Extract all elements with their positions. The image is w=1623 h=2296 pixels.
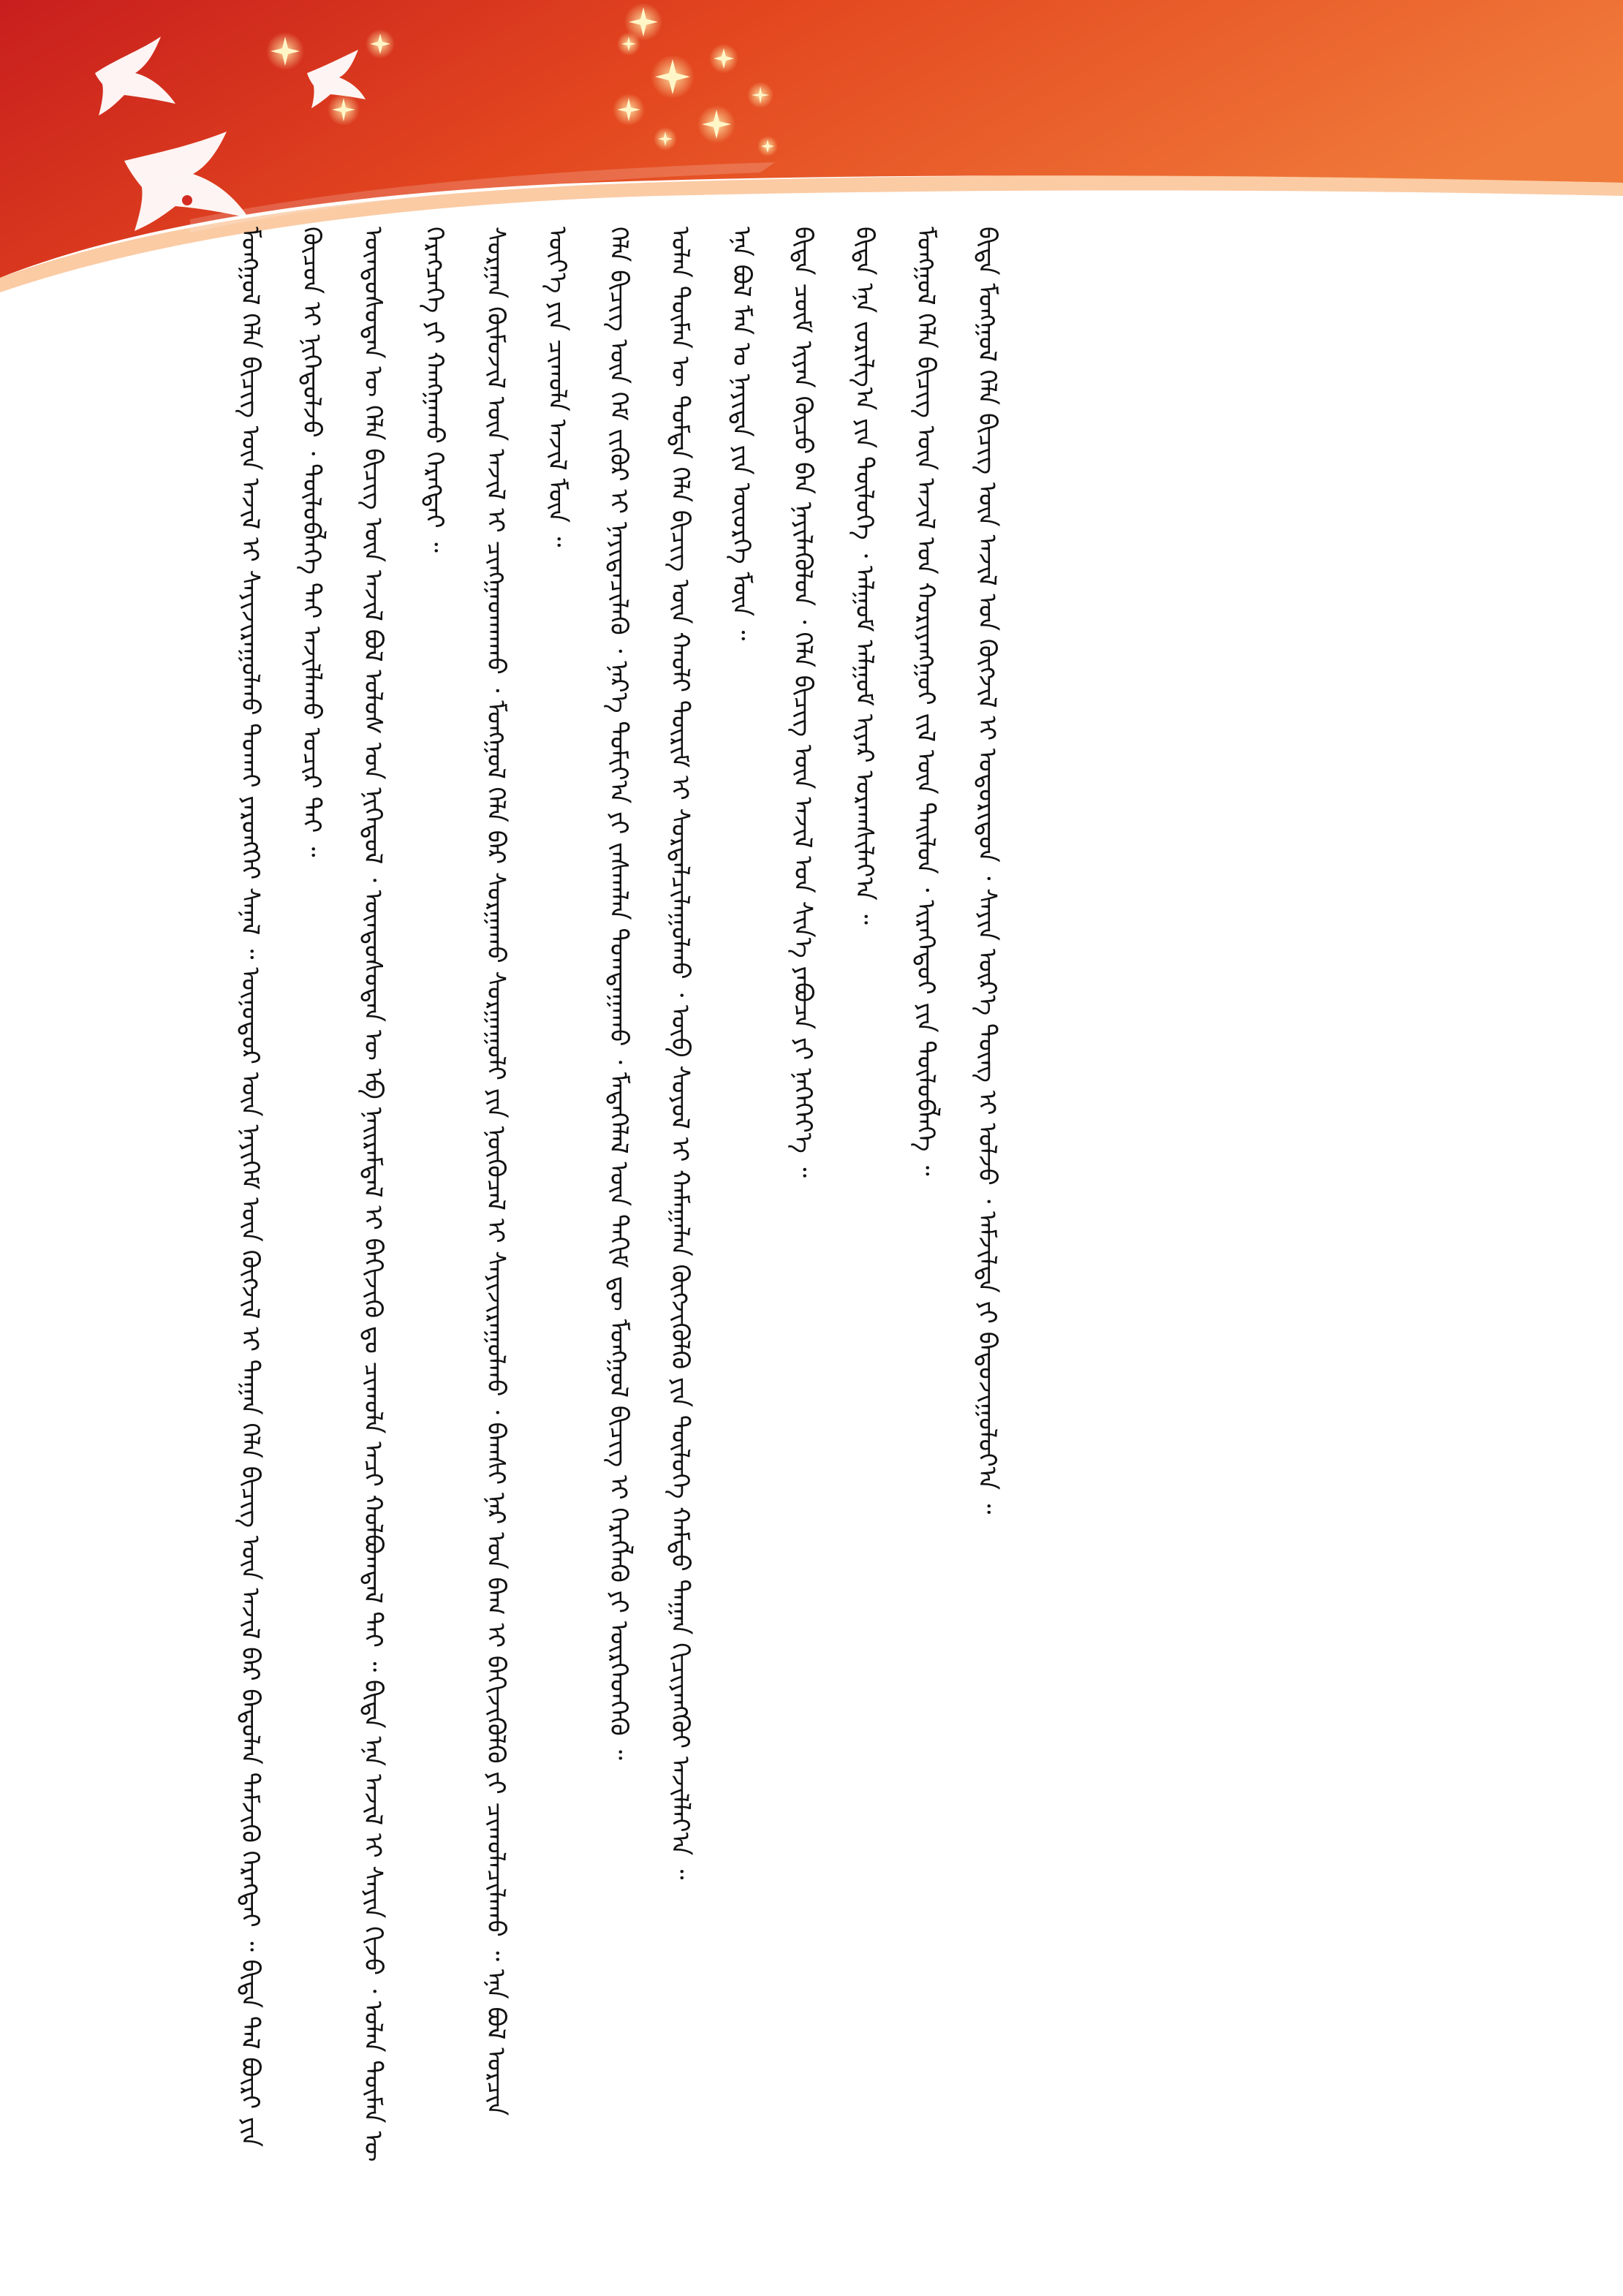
document-body bbox=[219, 227, 1360, 2186]
sparkle-icon bbox=[654, 127, 677, 151]
paragraph: ᠪᠢᠳᠡ ᠴᠥᠮ ᠢᠶᠡᠨ ᠬᠦᠴᠦ ᠪᠡᠨ ᠨᠡᠶᠢᠯᠡᠭᠦᠯᠦᠨ ᠂ ᠬᠡᠯᠡ ᠪᠢᠴᠢᠭ ᠦᠨ ᠠᠵᠢᠯ ᠤᠨ ᠰᠢᠨ᠎ᠡ ᠶᠠᠪᠤᠴᠠ ᠶᠢ ᠨᠡᠭᠡᠭᠡᠶ᠎ᠡ ᠃ bbox=[788, 227, 817, 1178]
paragraph: ᠪᠢᠳᠡ ᠮᠣᠩᠭᠣᠯ ᠬᠡᠯᠡ ᠪᠢᠴᠢᠭ ᠦᠨ ᠠᠵᠢᠯ ᠤᠨ ᠬᠥᠭᠵᠢᠯ ᠢ ᠤᠳᠤᠷᠢᠳᠤᠨ ᠂ ᠰᠠᠶᠢᠨ ᠦᠷ᠎ᠡ ᠳᠦᠩ ᠢ ᠣᠯᠵᠤ ᠂ ᠠᠮᠵᠢᠯᠲᠠ ᠶᠢ ᠪᠠᠲᠤᠵᠢᠭᠤᠯᠤᠶ᠎ᠠ ᠃ bbox=[972, 227, 1002, 1515]
sparkle-icon bbox=[709, 44, 738, 73]
sparkle-icon bbox=[366, 29, 395, 58]
paragraph: ᠬᠡᠯᠡ ᠪᠢᠴᠢᠭ ᠦᠨ ᠬᠡᠮ ᠵᠢᠭᠦᠷ ᠢ ᠨᠡᠶᠢᠲᠡᠴᠢᠯᠡᠬᠦ ᠂ ᠨᠡᠷ᠎ᠡ ᠲᠣᠮᠢᠶ᠎ᠠ ᠶᠢ ᠵᠠᠰᠠᠭᠯᠠᠨ ᠲᠣᠭᠲᠠᠭᠠᠬᠤ ᠂ ᠮᠡᠳᠡᠭᠡᠯᠡᠯ ᠦᠨ ᠲᠠᠬᠢᠮ ᠳᠦ ᠮᠣᠩᠭᠣᠯ ᠪᠢᠴᠢᠭ ᠢ ᠬᠡᠷᠡᠭᠯᠡᠬᠦ ᠶᠢ ᠥᠷᠭᠡᠳᠬᠡᠬᠦ ᠃ bbox=[604, 227, 633, 1760]
sparkle-icon bbox=[266, 32, 304, 70]
sparkle-icon bbox=[747, 82, 773, 108]
paragraph: ᠣᠯᠠᠨ ᠲᠦᠮᠡᠨ ᠦ ᠳᠤᠮᠳᠠ ᠬᠡᠯᠡ ᠪᠢᠴᠢᠭ ᠦᠨ ᠬᠠᠤᠯᠢ ᠳᠦᠷᠢᠮ ᠢ ᠰᠤᠷᠲᠠᠯᠴᠢᠯᠠᠭᠤᠯᠬᠤ ᠂ ᠥᠪ ᠰᠣᠶᠣᠯ ᠢ ᠬᠠᠮᠠᠭᠠᠯᠠᠨ ᠬᠥᠭᠵᠢᠭᠦᠯᠬᠦ ᠶᠢᠨ ᠲᠥᠯᠥᠭᠡ ᠬᠠᠮᠲᠤ ᠳᠠᠭᠠᠨ ᠬᠢᠴᠢᠶᠡᠩᠭᠦᠢ ᠠᠵᠢᠯᠯᠠᠶ᠎ᠠ ᠃ bbox=[665, 227, 695, 1880]
paragraph: ᠮᠣᠩᠭᠣᠯ ᠬᠡᠯᠡ ᠪᠢᠴᠢᠭ ᠦᠨ ᠠᠵᠢᠯ ᠤᠨ ᠬᠣᠷᠢᠶᠠᠩᠭᠤᠢ ᠵᠢᠯ ᠦᠨ ᠲᠠᠢᠯᠤᠨ ᠂ ᠢᠷᠡᠭᠡᠳᠦᠢ ᠶᠢᠨ ᠲᠥᠯᠥᠪᠯᠡᠭᠡ ᠃ bbox=[911, 227, 940, 1176]
paragraph: ᠡᠨᠡ ᠪᠣᠯ ᠮᠠᠨ ᠤ ᠨᠡᠶᠢᠲᠡ ᠶᠢᠨ ᠦᠦᠷᠭᠡ ᠮᠥᠨ ᠃ bbox=[727, 227, 756, 641]
paragraph: ᠰᠤᠷᠭᠠᠨ ᠬᠦᠮᠦᠵᠢᠯ ᠦᠨ ᠠᠵᠢᠯ ᠢ ᠴᠢᠩᠭᠠᠳᠬᠠᠬᠤ ᠂ ᠮᠣᠩᠭᠣᠯ ᠬᠡᠯᠡ ᠪᠡᠷ ᠰᠤᠷᠭᠠᠬᠤ ᠰᠤᠷᠭᠠᠭᠤᠯᠢ ᠶᠢᠨ ᠨᠥᠭᠦᠴᠡᠯ ᠢ ᠰᠠᠶᠢᠵᠢᠷᠠᠭᠤᠯᠬᠤ ᠂ ᠪᠠᠭᠰᠢ ᠨᠠᠷ ᠤᠨ ᠪᠠᠭ ᠢ ᠪᠡᠬᠢᠵᠢᠭᠦᠯᠬᠦ ᠶᠢ ᠴᠢᠬᠤᠯᠠᠴᠢᠯᠠᠬᠤ ᠃ ᠡᠨᠡ ᠪᠣᠯ ᠣᠷᠴᠢᠨ ᠦᠶ᠎ᠡ ᠶᠢᠨ ᠴᠢᠬᠤᠯᠠ ᠠᠵᠢᠯ ᠮᠥᠨ ᠃ bbox=[481, 227, 572, 2124]
paragraph: ᠦᠨᠳᠦᠰᠦᠲᠡᠨ ᠦ ᠬᠡᠯᠡ ᠪᠢᠴᠢᠭ ᠦᠨ ᠠᠵᠢᠯ ᠪᠣᠯ ᠤᠯᠤᠰ ᠤᠨ ᠨᠢᠭᠡᠳᠦᠯ ᠂ ᠦᠨᠳᠦᠰᠦᠲᠡᠨ ᠦ ᠡᠪ ᠨᠠᠢᠷᠠᠮᠳᠠᠯ ᠢ ᠪᠡᠬᠢᠵᠢᠬᠦ ᠳᠤ ᠴᠢᠬᠤᠯᠠ ᠠᠴᠢ ᠬᠣᠯᠪᠣᠭᠳᠠᠯ ᠲᠠᠢ ᠃ ᠪᠢᠳᠡ ᠡᠨᠡ ᠠᠵᠢᠯ ᠢ ᠰᠠᠶᠢᠨ ᠬᠢᠵᠦ ᠂ ᠣᠯᠠᠨ ᠲᠦᠮᠡᠨ ᠦ ᠬᠡᠷᠡᠭᠴᠡᠭᠡ ᠶᠢ ᠬᠠᠩᠭᠠᠬᠤ ᠬᠡᠷᠡᠭᠲᠡᠢ ᠃ bbox=[358, 227, 449, 2170]
sparkle-icon bbox=[617, 32, 640, 56]
sparkle-icon bbox=[613, 94, 645, 126]
sparkle-icon bbox=[651, 55, 695, 99]
sparkle-icon bbox=[757, 136, 778, 156]
paragraph: ᠪᠢᠳᠡ ᠡᠨᠡ ᠵᠣᠷᠢᠯᠭ᠎ᠠ ᠶᠢᠨ ᠲᠦᠯᠦᠭᠡ ᠂ ᠠᠯᠭᠤᠮ ᠠᠯᠭᠤᠮ ᠢᠶᠠᠷ ᠤᠷᠠᠭᠰᠢᠯᠠᠶ᠎ᠠ ᠃ bbox=[850, 227, 879, 925]
sparkle-icon bbox=[328, 94, 360, 126]
paragraph: ᠮᠣᠩᠭᠣᠯ ᠬᠡᠯᠡ ᠪᠢᠴᠢᠭ ᠦᠨ ᠠᠵᠢᠯ ᠢ ᠰᠠᠶᠢᠵᠢᠷᠠᠭᠤᠯᠬᠤ ᠲᠤᠬᠠᠢ ᠶᠡᠷᠦᠩᠬᠡᠢ ᠰᠠᠨᠠᠯ ᠃ ᠥᠨᠥᠳᠥᠷ ᠦᠨ ᠨᠡᠶᠢᠭᠡᠮ ᠦᠨ ᠬᠥᠭᠵᠢᠯ ᠢ ᠳᠠᠭᠠᠨ ᠬᠡᠯᠡ ᠪᠢᠴᠢᠭ ᠦᠨ ᠠᠵᠢᠯ ᠪᠠᠷ ᠪᠠᠲᠤᠯᠠᠨ ᠳᠡᠮᠵᠢᠬᠦ ᠬᠡᠷᠡᠭᠲᠡᠢ ᠃ ᠪᠢᠳᠡ ᠲᠠᠯ ᠪᠦᠷᠢ ᠶᠢᠨ ᠬᠦᠴᠦᠨ ᠢ ᠨᠢᠭᠡᠳᠦᠯᠵᠦ ᠂ ᠲᠥᠯᠥᠪᠯᠡᠭᠡ ᠲᠡᠢ ᠠᠵᠢᠯᠯᠠᠬᠤ ᠤᠴᠢᠷ ᠲᠠᠢ ᠃ bbox=[235, 227, 326, 2155]
sparkle-icon bbox=[697, 105, 735, 143]
